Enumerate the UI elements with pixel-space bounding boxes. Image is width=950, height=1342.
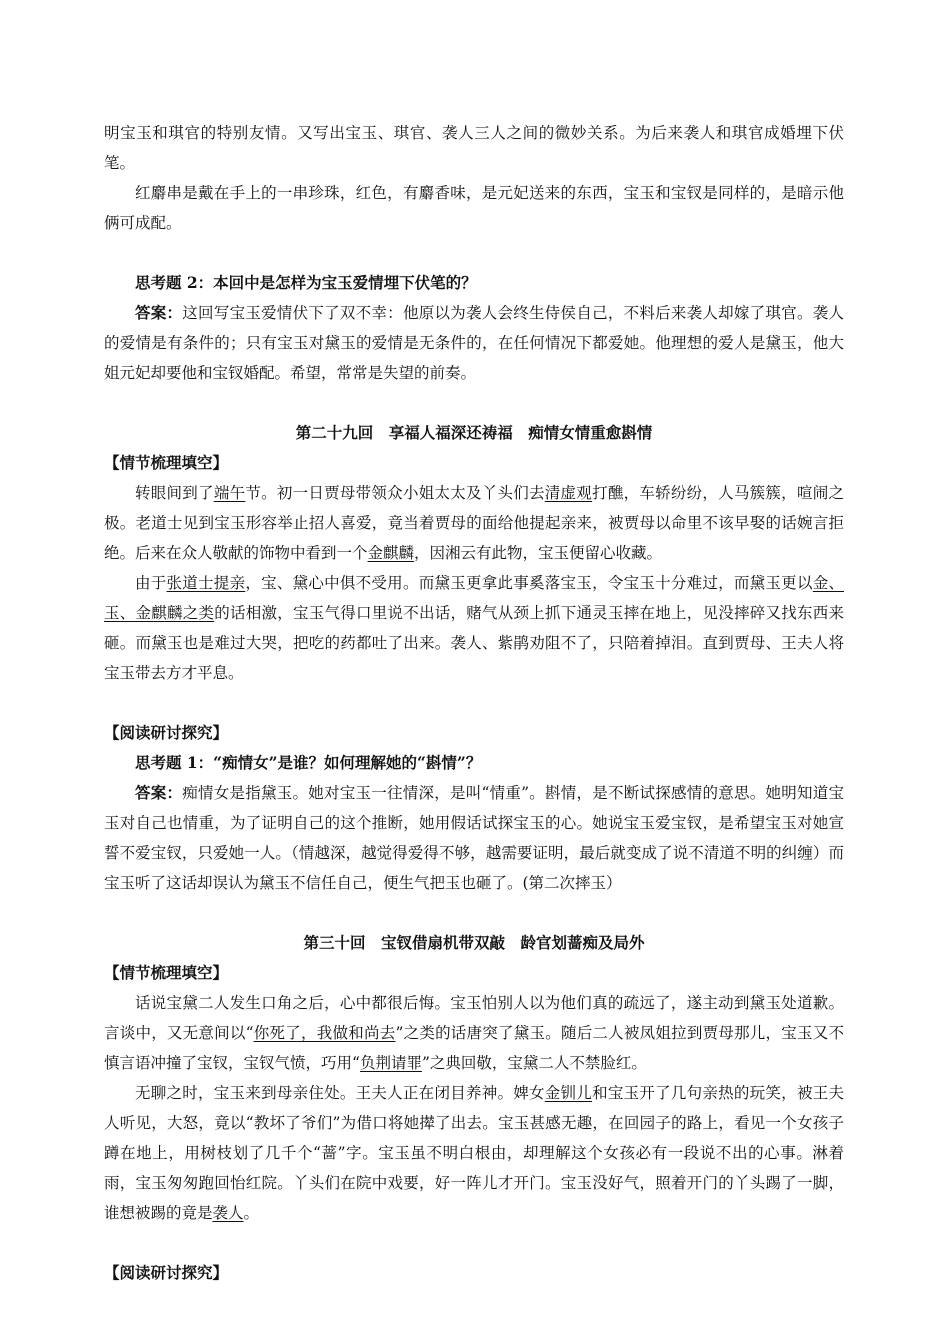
- answer-paragraph: [104, 778, 844, 898]
- plot-paragraph-1: [104, 988, 844, 1078]
- fill-in-answer: 金麒麟: [367, 544, 415, 562]
- answer-text: 痴情女是指黛玉。她对宝玉一往情深，是叫“情重”。斟情，是不断试探感情的意思。她明知道宝玉对自己也情重，为了证明自己的这个推断，她用假话试探宝玉的心。她说宝玉爱宝钗，是希望宝玉对她宣誓不爱宝钗，只爱她一人。（情越深，越觉得爱得不够，越需要证明，最后就变成了说不清道不明的纠缠）而宝玉听了这话却误认为黛玉不信任自己，便生气把玉也砸了。(第二次摔玉）: [104, 784, 844, 892]
- paragraph-text: 红麝串是戴在手上的一串珍珠，红色，有麝香味，是元妃送来的东西，宝玉和宝钗是同样的，是暗示他俩可成配。: [104, 184, 844, 232]
- paragraph-text: 。: [243, 1204, 260, 1222]
- paragraph-text: ，宝、黛心中俱不受用。而黛玉更拿此事奚落宝玉，令宝玉十分难过，而黛玉更以: [245, 574, 813, 592]
- answer-label: 答案：: [135, 783, 183, 802]
- spacer: [104, 238, 844, 268]
- intro-section: [104, 118, 844, 238]
- fill-in-answer: 袭人: [212, 1204, 244, 1222]
- plot-paragraph-1: [104, 478, 844, 568]
- spacer: [104, 688, 844, 718]
- fill-in-answer: 你死了，我做和尚去: [253, 1024, 396, 1042]
- plot-heading: 【情节梳理填空】: [104, 963, 229, 982]
- paragraph-text: 转眼间到了: [135, 484, 214, 502]
- paragraph-text: 明宝玉和琪官的特别友情。又写出宝玉、琪官、袭人三人之间的微妙关系。为后来袭人和琪官成婚埋下伏笔。: [104, 124, 844, 172]
- intro-paragraph-1: [104, 118, 844, 178]
- chapter-title: 第二十九回 享福人福深还祷福 痴情女情重愈斟情: [295, 423, 653, 442]
- intro-paragraph-2: [104, 178, 844, 238]
- plot-paragraph-2: [104, 568, 844, 688]
- fill-in-answer: 张道士提亲: [166, 574, 246, 592]
- paragraph-text: ”之类的话唐突了黛玉。随后二人被凤姐拉到贾母那儿，宝玉又不慎言语冲撞了宝钗，宝钗气愤，巧用“: [104, 1024, 844, 1072]
- fill-in-answer: 清虚观: [544, 484, 593, 502]
- paragraph-text: 无聊之时，宝玉来到母亲住处。王夫人正在闭目养神。婢女: [135, 1084, 545, 1102]
- chapter-title: 第三十回 宝钗借扇机带双敲 龄官划蔷痴及局外: [303, 933, 645, 952]
- answer-label: 答案：: [135, 303, 183, 322]
- qa-block-1: [104, 268, 844, 388]
- spacer: [104, 388, 844, 418]
- paragraph-text: 的话相激，宝玉气得口里说不出话，赌气从颈上抓下通灵玉摔在地上，见没摔碎又找东西来砸。而黛玉也是难过大哭，把吃的药都吐了出来。袭人、紫鹃劝阻不了，只陪着掉泪。直到贾母、王夫人将宝玉带去方才平息。: [104, 604, 844, 682]
- answer-text: 这回写宝玉爱情伏下了双不幸：他原以为袭人会终生侍侯自己，不料后来袭人却嫁了琪官。袭人的爱情是有条件的；只有宝玉对黛玉的爱情是无条件的，在任何情况下都爱她。他理想的爱人是黛玉，他大姐元妃却要他和宝钗婚配。希望，常常是失望的前奏。: [104, 304, 844, 382]
- fill-in-answer: 负荆请罪: [359, 1054, 422, 1072]
- paragraph-text: ，因湘云有此物，宝玉便留心收藏。: [414, 544, 663, 562]
- document-page: [104, 118, 844, 1288]
- fill-in-answer: 金钏儿: [544, 1084, 593, 1102]
- paragraph-text: 由于: [135, 574, 167, 592]
- reading-heading: 【阅读研讨探究】: [104, 1263, 229, 1282]
- spacer: [104, 1228, 844, 1258]
- fill-in-answer: 金、玉、金麒麟之类: [104, 574, 844, 622]
- paragraph-text: 和宝玉开了几句亲热的玩笑，被王夫人听见，大怒，竟以“教坏了爷们”为借口将她撵了出去。宝玉甚感无趣，在回园子的路上，看见一个女孩子蹲在地上，用树枝划了几千个“蔷”字。宝玉虽不明白根由，却理解这个女孩必有一段说不出的心事。淋着雨，宝玉匆匆跑回怡红院。丫头们在院中戏要，好一阵儿才开门。宝玉没好气，照着开门的丫头踢了一脚，谁想被踢的竟是: [104, 1084, 844, 1222]
- plot-heading: 【情节梳理填空】: [104, 453, 229, 472]
- chapter-29-section: [104, 418, 844, 898]
- chapter-30-section: [104, 928, 844, 1288]
- question-text: 思考题 2：本回中是怎样为宝玉爱情埋下伏笔的？: [135, 273, 477, 292]
- plot-paragraph-2: [104, 1078, 844, 1228]
- reading-heading: 【阅读研讨探究】: [104, 723, 229, 742]
- paragraph-text: 节。初一日贾母带领众小姐太太及丫头们去: [245, 484, 545, 502]
- answer-paragraph: [104, 298, 844, 388]
- paragraph-text: 话说宝黛二人发生口角之后，心中都很后悔。宝玉怕别人以为他们真的疏远了，遂主动到黛玉处道歉。言谈中，又无意间以“: [104, 994, 844, 1042]
- fill-in-answer: 端午: [213, 484, 246, 502]
- spacer: [104, 898, 844, 928]
- paragraph-text: ”之典回敬，宝黛二人不禁脸红。: [421, 1054, 647, 1072]
- paragraph-text: 打醮，车轿纷纷，人马簇簇，喧闹之极。老道士见到宝玉形容举止招人喜爱，竟当着贾母的面给他提起亲来，被贾母以命里不该早娶的话婉言拒绝。后来在众人敬献的饰物中看到一个: [104, 484, 844, 562]
- question-text: 思考题 1：“痴情女”是谁？如何理解她的“斟情”？: [135, 753, 482, 772]
